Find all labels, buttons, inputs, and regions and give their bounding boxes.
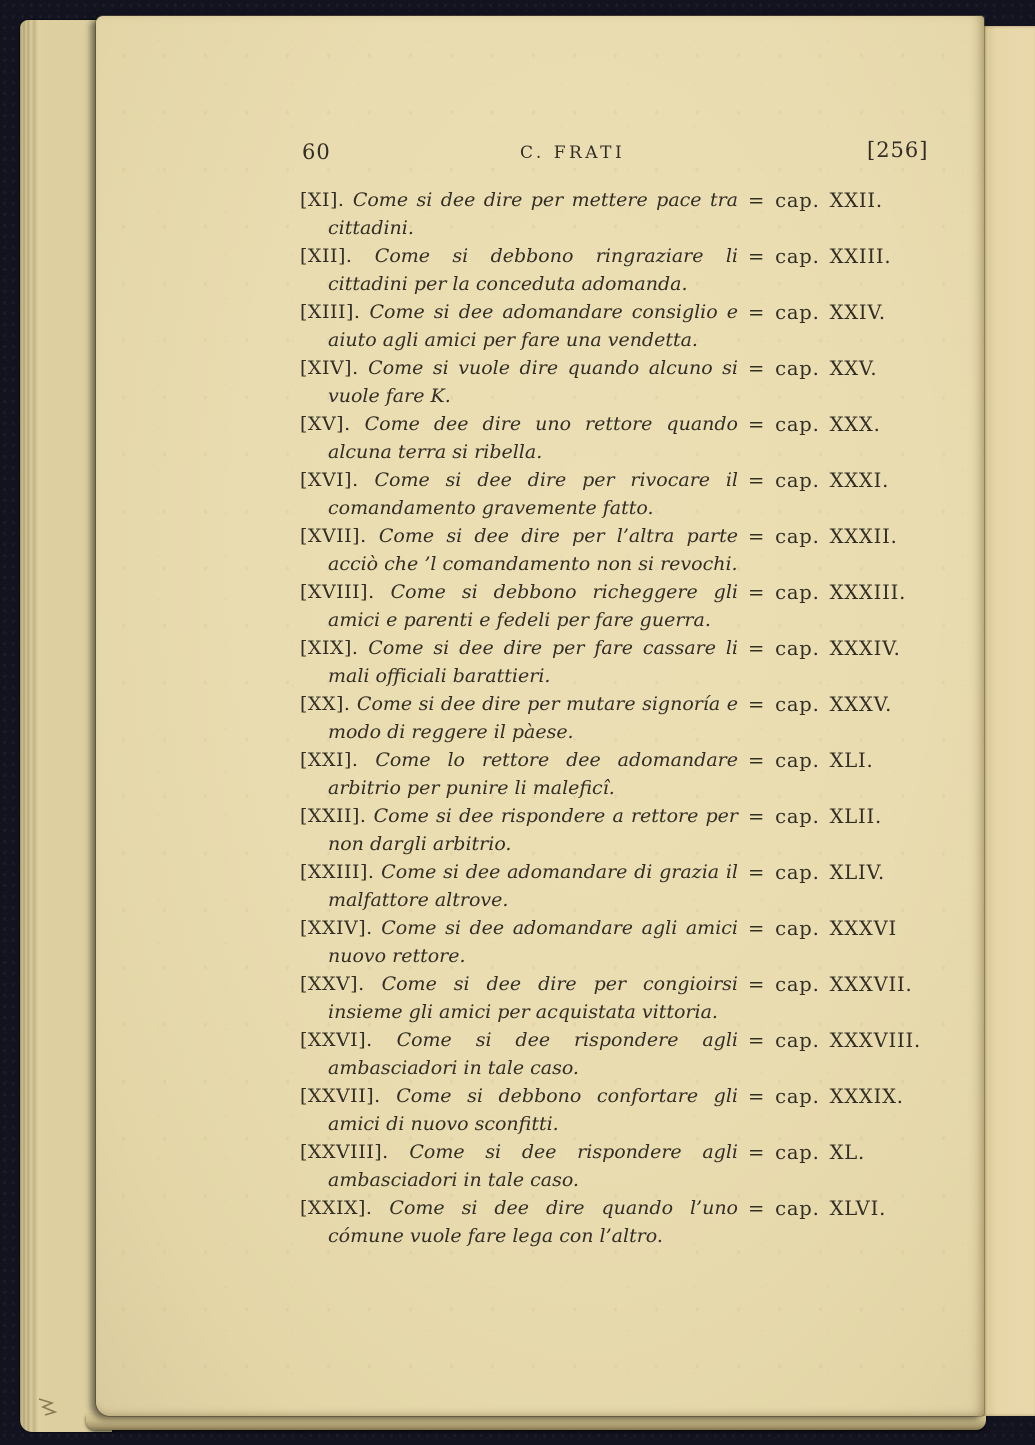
entry-text — [300, 578, 738, 634]
entry-chapter-ref: = cap. XXX. — [748, 413, 881, 436]
list-item — [300, 690, 940, 746]
entry-description: Come si dee rispondere agli ambasciadori in tale caso. — [328, 1141, 738, 1191]
list-item — [300, 970, 940, 1026]
entry-description: Come si dee dire per congioirsi insieme gli amici per acquistata vittoria. — [328, 973, 738, 1023]
entry-text — [300, 1138, 738, 1194]
entry-text — [300, 634, 738, 690]
entry-chapter-ref: = cap. XXIV. — [748, 301, 886, 324]
entry-chapter-ref: = cap. XLIV. — [748, 861, 885, 884]
entry-text — [300, 410, 738, 466]
entry-chapter-ref: = cap. XXXIII. — [748, 581, 907, 604]
entry-chapter-ref: = cap. XLVI. — [748, 1197, 887, 1220]
list-item — [300, 354, 940, 410]
page-block-bottom-edge — [86, 1414, 986, 1430]
entry-description: Come si debbono ringraziare li cittadini per la conceduta adomanda. — [328, 245, 739, 295]
list-item — [300, 578, 940, 634]
list-item — [300, 410, 940, 466]
entry-description: Come si vuole dire quando alcuno si vuole fare K. — [328, 357, 738, 407]
entry-text — [300, 914, 738, 970]
entry-number: [XIII]. — [300, 301, 361, 323]
entry-number: [XVI]. — [300, 469, 359, 491]
entry-chapter-ref: = cap. XXXI. — [748, 469, 890, 492]
entry-text — [300, 186, 738, 242]
entry-number: [XXV]. — [300, 973, 365, 995]
list-item — [300, 914, 940, 970]
entry-number: [XXIX]. — [300, 1197, 373, 1219]
entry-chapter-ref: = cap. XXIII. — [748, 245, 892, 268]
entry-description: Come si dee dire per mettere pace tra cittadini. — [328, 189, 738, 239]
entry-description: Come si dee dire per l’altra parte acciò che ’l comandamento non si revochi. — [328, 525, 738, 575]
entry-description: Come si dee rispondere agli ambasciadori in tale caso. — [328, 1029, 738, 1079]
entry-number: [XVIII]. — [300, 581, 375, 603]
entry-number: [XI]. — [300, 189, 345, 211]
entry-description: Come si dee rispondere a rettore per non dargli arbitrio. — [328, 805, 738, 855]
fold-mark-icon — [36, 1396, 60, 1418]
entry-chapter-ref: = cap. XXXVI — [748, 917, 897, 940]
entry-description: Come si dee adomandare consiglio e aiuto agli amici per fare una vendetta. — [328, 301, 739, 351]
list-item — [300, 858, 940, 914]
entry-text — [300, 1026, 738, 1082]
chapter-list — [300, 186, 940, 1250]
entry-chapter-ref: = cap. XLI. — [748, 749, 874, 772]
list-item — [300, 1194, 940, 1250]
page-number: 60 — [302, 140, 331, 164]
entry-text — [300, 1082, 738, 1138]
entry-number: [XX]. — [300, 693, 351, 715]
bracket-folio-number: [256] — [867, 138, 929, 162]
entry-description: Come dee dire uno rettore quando alcuna terra si ribella. — [328, 413, 738, 463]
list-item — [300, 634, 940, 690]
entry-number: [XXVIII]. — [300, 1141, 389, 1163]
entry-description: Come si dee adomandare agli amici nuovo rettore. — [328, 917, 738, 967]
entry-chapter-ref: = cap. XL. — [748, 1141, 865, 1164]
entry-chapter-ref: = cap. XLII. — [748, 805, 882, 828]
entry-description: Come si dee dire quando l’uno cómune vuole fare lega con l’altro. — [328, 1197, 738, 1247]
entry-number: [XVII]. — [300, 525, 367, 547]
book-page — [96, 16, 984, 1416]
entry-number: [XIX]. — [300, 637, 359, 659]
list-item — [300, 186, 940, 242]
entry-text — [300, 746, 738, 802]
entry-number: [XXII]. — [300, 805, 367, 827]
entry-description: Come si dee dire per fare cassare li mali officiali barattieri. — [328, 637, 738, 687]
entry-number: [XXI]. — [300, 749, 359, 771]
entry-text — [300, 858, 738, 914]
entry-text — [300, 466, 738, 522]
entry-description: Come si debbono richeggere gli amici e parenti e fedeli per fare guerra. — [328, 581, 739, 631]
list-item — [300, 802, 940, 858]
running-title: C. FRATI — [520, 143, 626, 163]
entry-text — [300, 802, 738, 858]
entry-description: Come si dee adomandare di grazia il malfattore altrove. — [328, 861, 738, 911]
list-item — [300, 522, 940, 578]
entry-text — [300, 298, 738, 354]
list-item — [300, 746, 940, 802]
list-item — [300, 1026, 940, 1082]
entry-description: Come si dee dire per mutare signoría e modo di reggere il pàese. — [328, 693, 738, 743]
facing-page-edge — [982, 26, 1035, 1416]
entry-chapter-ref: = cap. XXII. — [748, 189, 883, 212]
entry-number: [XXIII]. — [300, 861, 375, 883]
entry-chapter-ref: = cap. XXXV. — [748, 693, 893, 716]
entry-number: [XIV]. — [300, 357, 359, 379]
list-item — [300, 466, 940, 522]
entry-description: Come si dee dire per rivocare il comandamento gravemente fatto. — [328, 469, 738, 519]
entry-text — [300, 1194, 738, 1250]
entry-chapter-ref: = cap. XXXVII. — [748, 973, 913, 996]
entry-chapter-ref: = cap. XXXVIII. — [748, 1029, 922, 1052]
list-item — [300, 1082, 940, 1138]
entry-text — [300, 970, 738, 1026]
entry-chapter-ref: = cap. XXXIV. — [748, 637, 901, 660]
entry-text — [300, 690, 738, 746]
entry-text — [300, 522, 738, 578]
entry-number: [XV]. — [300, 413, 351, 435]
entry-number: [XII]. — [300, 245, 353, 267]
entry-text — [300, 354, 738, 410]
entry-description: Come lo rettore dee adomandare arbitrio per punire li maleficî. — [328, 749, 738, 799]
entry-chapter-ref: = cap. XXXII. — [748, 525, 898, 548]
list-item — [300, 1138, 940, 1194]
entry-chapter-ref: = cap. XXV. — [748, 357, 878, 380]
entry-number: [XXVI]. — [300, 1029, 373, 1051]
entry-chapter-ref: = cap. XXXIX. — [748, 1085, 904, 1108]
entry-text — [300, 242, 738, 298]
list-item — [300, 242, 940, 298]
entry-number: [XXVII]. — [300, 1085, 381, 1107]
entry-description: Come si debbono confortare gli amici di nuovo sconfitti. — [328, 1085, 738, 1135]
list-item — [300, 298, 940, 354]
entry-number: [XXIV]. — [300, 917, 373, 939]
